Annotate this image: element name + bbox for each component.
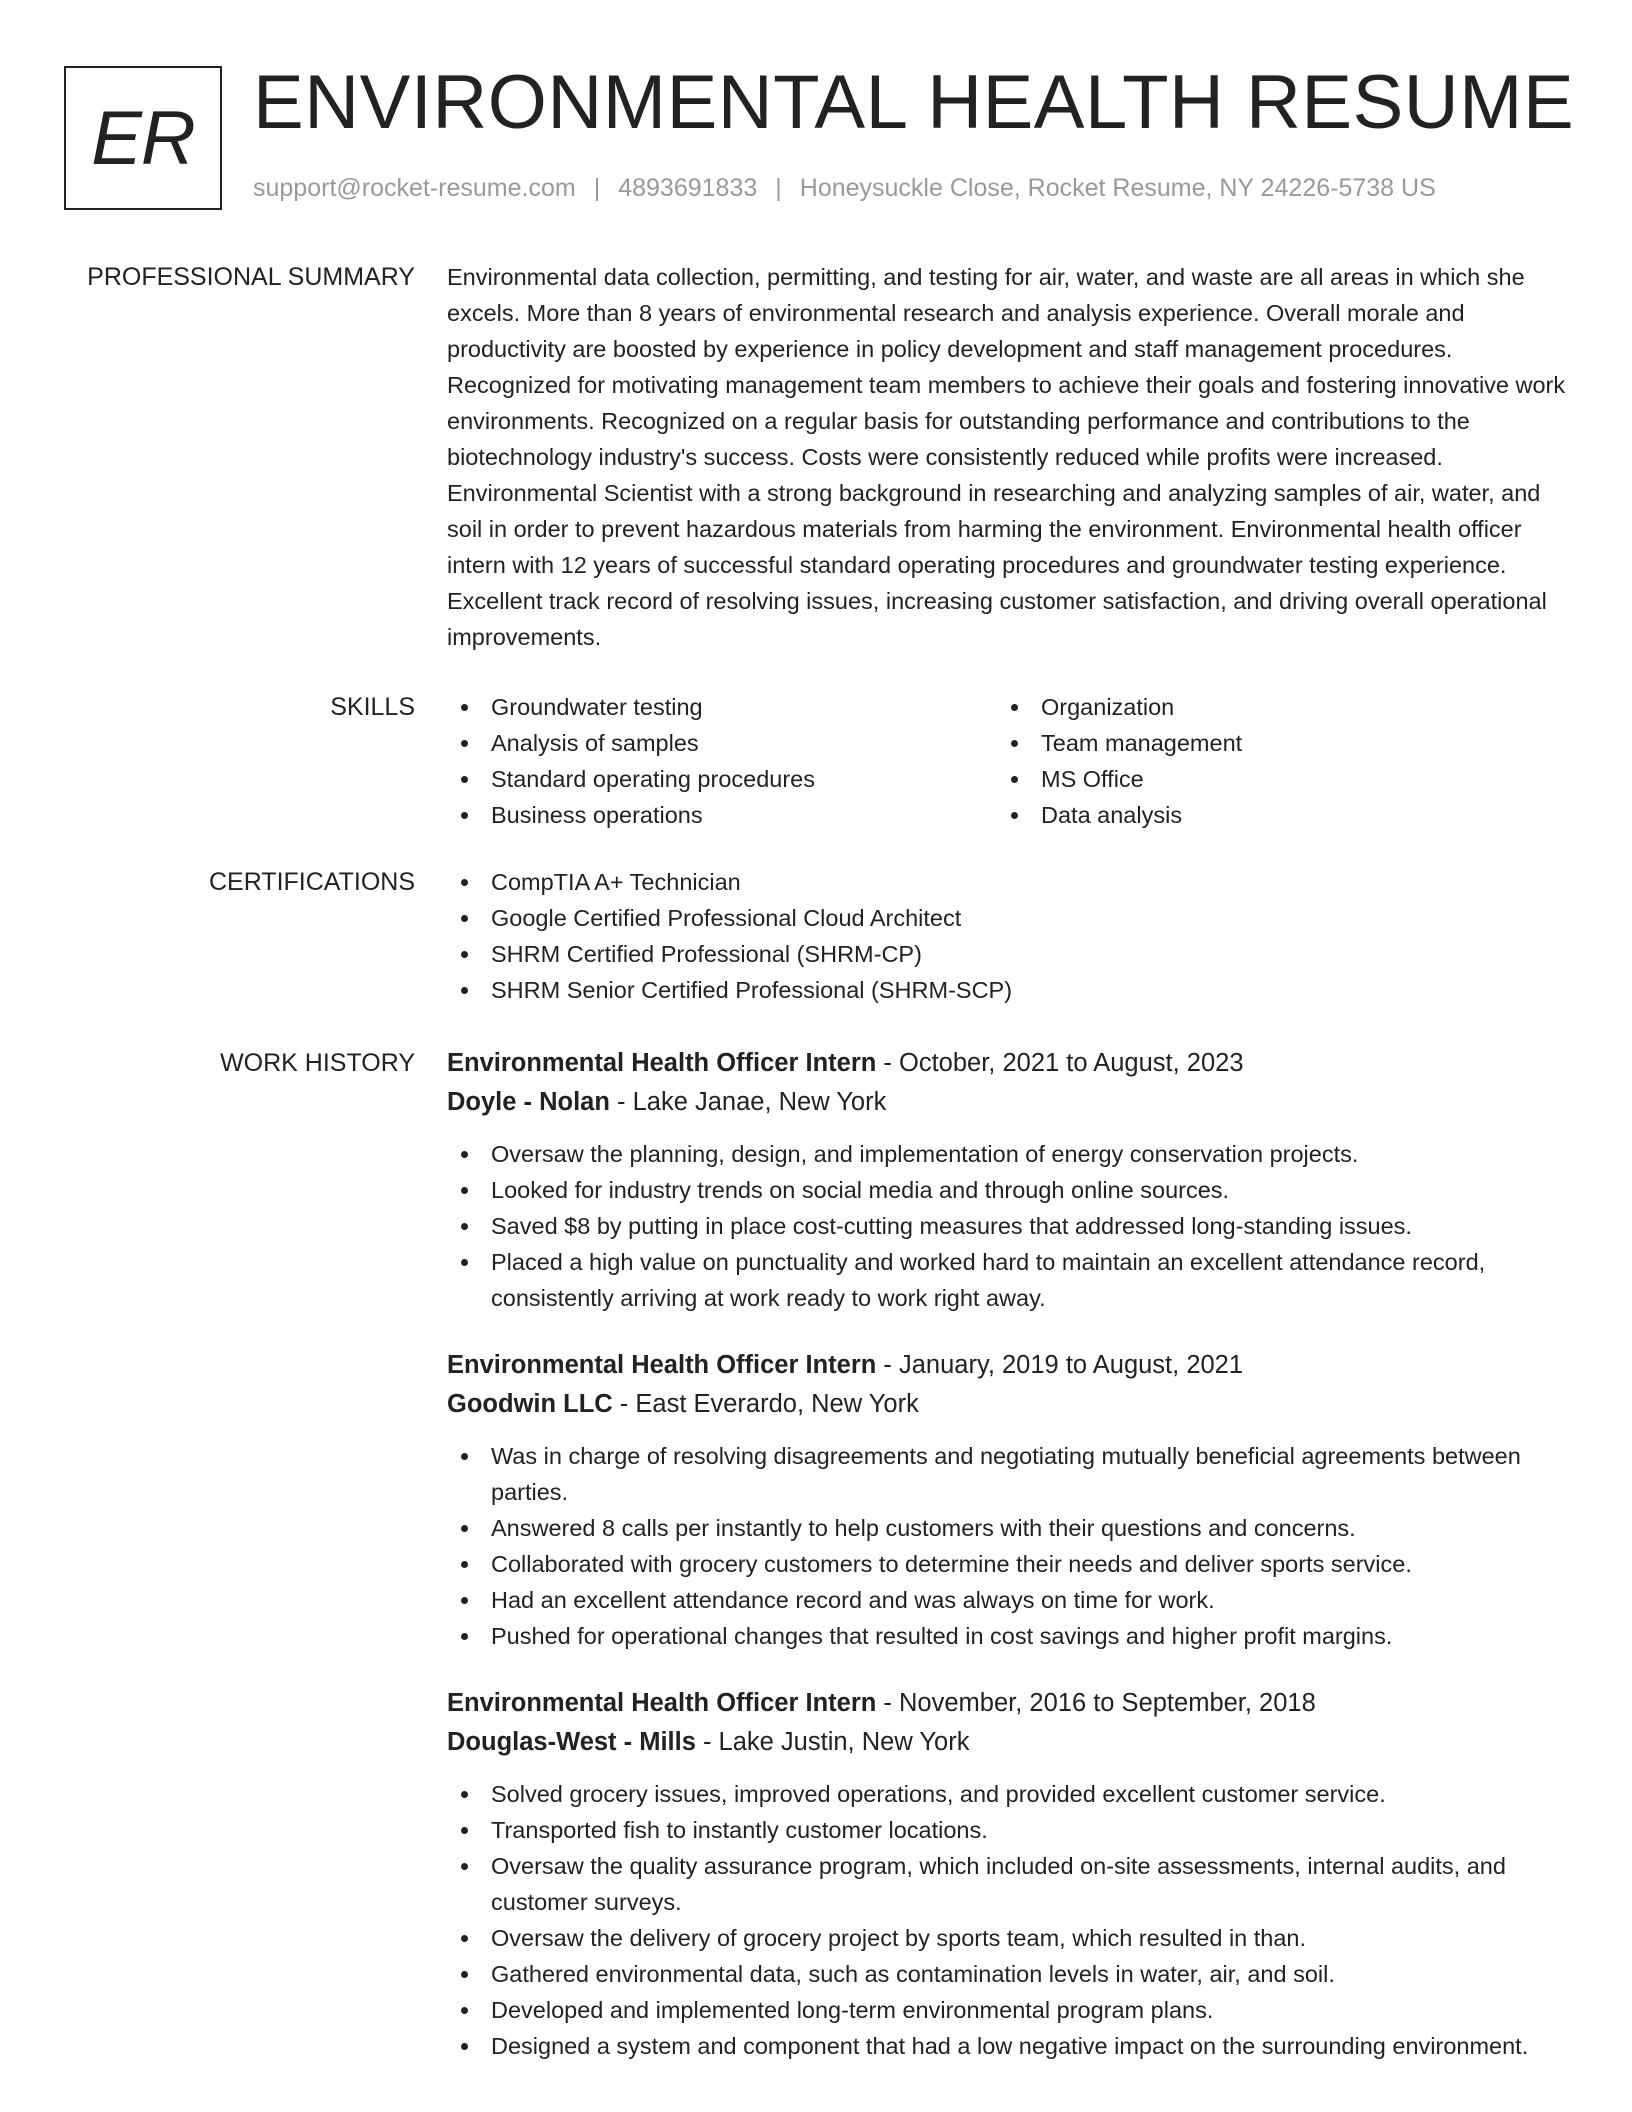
job-company: Goodwin LLC (447, 1390, 613, 1418)
list-item: SHRM Certified Professional (SHRM-CP) (447, 936, 1567, 972)
job-company: Doyle - Nolan (447, 1088, 610, 1116)
list-item: Groundwater testing (447, 689, 997, 725)
section-title: WORK HISTORY (220, 1049, 415, 1077)
section-body (447, 689, 1567, 833)
section-body (447, 259, 1567, 655)
job-role-line (447, 1346, 1567, 1385)
job-bullets (447, 1776, 1567, 2064)
job-role: Environmental Health Officer Intern (447, 1351, 877, 1379)
job-role-line (447, 1044, 1567, 1083)
list-item: Was in charge of resolving disagreements and negotiating mutually beneficial agreements between parties. (447, 1438, 1567, 1510)
job-dates: - October, 2021 to August, 2023 (876, 1049, 1244, 1077)
resume-title: ENVIRONMENTAL HEALTH RESUME (253, 60, 1575, 145)
skills-list-right (997, 689, 1547, 833)
job-dates: - January, 2019 to August, 2021 (876, 1351, 1244, 1379)
list-item: Had an excellent attendance record and was always on time for work. (447, 1582, 1567, 1618)
job-company: Douglas-West - Mills (447, 1728, 696, 1756)
job-company-line (447, 1083, 1567, 1122)
monogram-logo: ER (64, 66, 222, 210)
list-item: Data analysis (997, 797, 1547, 833)
job-company-line (447, 1385, 1567, 1424)
job-bullets (447, 1136, 1567, 1316)
job-bullets (447, 1438, 1567, 1654)
list-item: Collaborated with grocery customers to determine their needs and deliver sports service. (447, 1546, 1567, 1582)
section-title: PROFESSIONAL SUMMARY (87, 263, 415, 291)
list-item: Saved $8 by putting in place cost-cutting measures that addressed long-standing issues. (447, 1208, 1567, 1244)
list-item: MS Office (997, 761, 1547, 797)
job-company-line (447, 1723, 1567, 1762)
list-item: Placed a high value on punctuality and worked hard to maintain an excellent attendance record, consistently arriving at work ready to work right away. (447, 1244, 1567, 1316)
list-item: Designed a system and component that had a low negative impact on the surrounding environment. (447, 2028, 1567, 2064)
contact-phone[interactable]: 4893691833 (618, 174, 758, 202)
section-title: CERTIFICATIONS (208, 868, 415, 896)
list-item: Standard operating procedures (447, 761, 997, 797)
list-item: Gathered environmental data, such as contamination levels in water, air, and soil. (447, 1956, 1567, 1992)
contact-line (253, 174, 1436, 203)
job-dates: - November, 2016 to September, 2018 (876, 1689, 1316, 1717)
contact-separator: | (593, 174, 601, 202)
certifications-list (447, 864, 1567, 1008)
contact-separator: | (775, 174, 782, 202)
contact-address: Honeysuckle Close, Rocket Resume, NY 24226-5738 US (799, 174, 1436, 202)
job-location: - Lake Janae, New York (609, 1088, 887, 1116)
list-item: Analysis of samples (447, 725, 997, 761)
list-item: CompTIA A+ Technician (447, 864, 1567, 900)
list-item: Oversaw the delivery of grocery project by sports team, which resulted in than. (447, 1920, 1567, 1956)
list-item: Oversaw the planning, design, and implementation of energy conservation projects. (447, 1136, 1567, 1172)
list-item: Pushed for operational changes that resulted in cost savings and higher profit margins. (447, 1618, 1567, 1654)
list-item: Oversaw the quality assurance program, which included on-site assessments, internal audits, and customer surveys. (447, 1848, 1567, 1920)
job-location: - Lake Justin, New York (695, 1728, 970, 1756)
section-body (447, 864, 1567, 1008)
job-role: Environmental Health Officer Intern (447, 1049, 877, 1077)
list-item: Developed and implemented long-term environmental program plans. (447, 1992, 1567, 2028)
job-entry (447, 1346, 1567, 1654)
job-entry (447, 1044, 1567, 1316)
list-item: Looked for industry trends on social media and through online sources. (447, 1172, 1567, 1208)
job-role-line (447, 1684, 1567, 1723)
contact-email[interactable]: support@rocket-resume.com (253, 174, 576, 202)
list-item: Team management (997, 725, 1547, 761)
list-item: SHRM Senior Certified Professional (SHRM-SCP) (447, 972, 1567, 1008)
list-item: Solved grocery issues, improved operations, and provided excellent customer service. (447, 1776, 1567, 1812)
summary-text: Environmental data collection, permitting, and testing for air, water, and waste are all areas in which she excels. More than 8 years of environmental research and analysis experience. Overall morale and productivity are boosted by experience in policy development and staff management procedures. Recognized for motivating management team members to achieve their goals and fostering innovative work environments. Recognized on a regular basis for outstanding performance and contributions to the biotechnology industry's success. Costs were consistently reduced while profits were increased. Environmental Scientist with a strong background in researching and analyzing samples of air, water, and soil in order to prevent hazardous materials from harming the environment. Environmental health officer intern with 12 years of successful standard operating procedures and groundwater testing experience. Excellent track record of resolving issues, increasing customer satisfaction, and driving overall operational improvements. (447, 264, 1566, 650)
section-body (447, 1044, 1567, 2094)
job-entry (447, 1684, 1567, 2064)
job-location: - East Everardo, New York (612, 1390, 919, 1418)
list-item: Organization (997, 689, 1547, 725)
list-item: Transported fish to instantly customer locations. (447, 1812, 1567, 1848)
list-item: Business operations (447, 797, 997, 833)
list-item: Google Certified Professional Cloud Architect (447, 900, 1567, 936)
list-item: Answered 8 calls per instantly to help customers with their questions and concerns. (447, 1510, 1567, 1546)
job-role: Environmental Health Officer Intern (447, 1689, 877, 1717)
section-title: SKILLS (330, 693, 415, 721)
skills-list-left (447, 689, 997, 833)
